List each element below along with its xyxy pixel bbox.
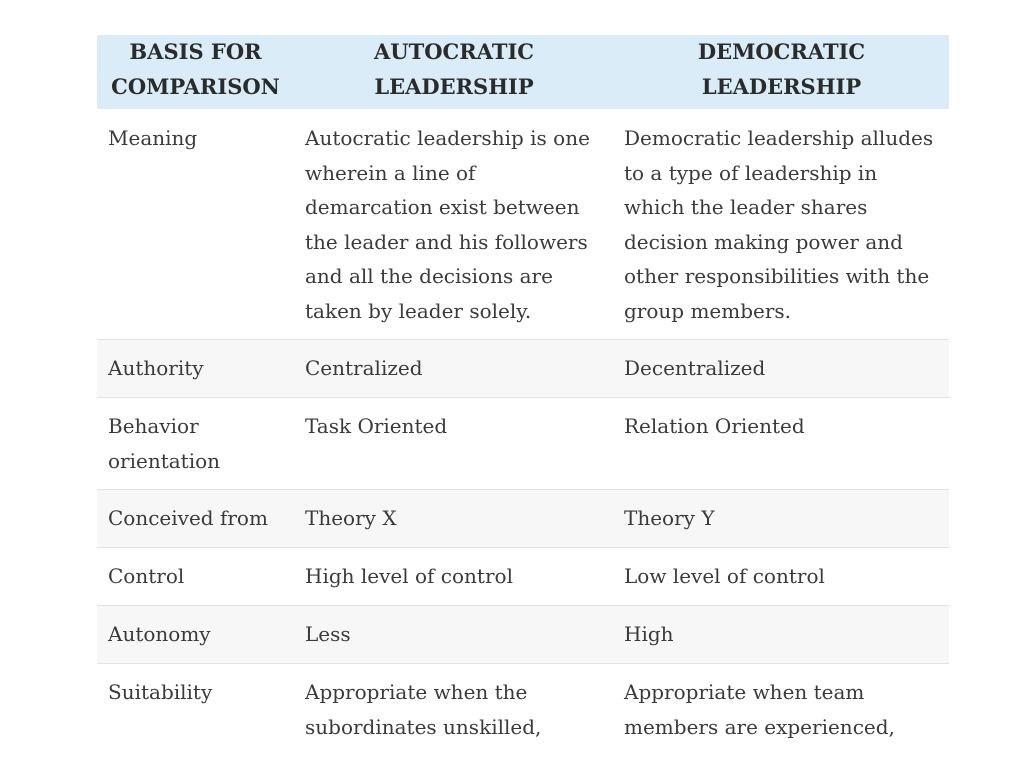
cell-basis: Conceived from xyxy=(108,506,268,530)
cell-democratic: Decentralized xyxy=(624,356,766,380)
header-basis: BASIS FOR COMPARISON xyxy=(111,39,280,99)
table-row xyxy=(97,109,949,340)
table-row xyxy=(97,340,949,398)
cell-basis: Meaning xyxy=(108,126,198,150)
table-row xyxy=(97,398,949,490)
cell-autocratic: Centralized xyxy=(305,356,423,380)
cell-democratic: Low level of control xyxy=(624,564,825,588)
cell-basis: Control xyxy=(108,564,185,588)
cell-basis: Authority xyxy=(108,356,204,380)
cell-autocratic: Autocratic leadership is one wherein a line of demarcation exist between the leader and his followers and all the decisions are taken by leader solely. xyxy=(305,126,590,323)
table-row xyxy=(97,490,949,548)
cell-democratic: Theory Y xyxy=(624,506,715,530)
header-democratic: DEMOCRATIC LEADERSHIP xyxy=(697,39,866,99)
cell-autocratic: Less xyxy=(305,622,351,646)
table-header-row xyxy=(97,35,949,109)
cell-democratic: High xyxy=(624,622,674,646)
cell-basis: Autonomy xyxy=(108,622,211,646)
comparison-table xyxy=(97,35,949,754)
cell-basis: Behavior orientation xyxy=(108,414,221,473)
cell-autocratic: Task Oriented xyxy=(305,414,448,438)
cell-autocratic: Theory X xyxy=(305,506,397,530)
table-row xyxy=(97,664,949,754)
cell-basis: Suitability xyxy=(108,680,213,704)
cell-democratic: Appropriate when team members are experienced, xyxy=(624,680,895,739)
cell-autocratic: High level of control xyxy=(305,564,513,588)
table-row xyxy=(97,606,949,664)
cell-democratic: Relation Oriented xyxy=(624,414,805,438)
header-autocratic: AUTOCRATIC LEADERSHIP xyxy=(373,39,534,99)
cell-autocratic: Appropriate when the subordinates unskilled, xyxy=(305,680,542,739)
table-row xyxy=(97,548,949,606)
cell-democratic: Democratic leadership alludes to a type of leadership in which the leader shares decision making power and other responsibilities with the group members. xyxy=(624,126,934,323)
